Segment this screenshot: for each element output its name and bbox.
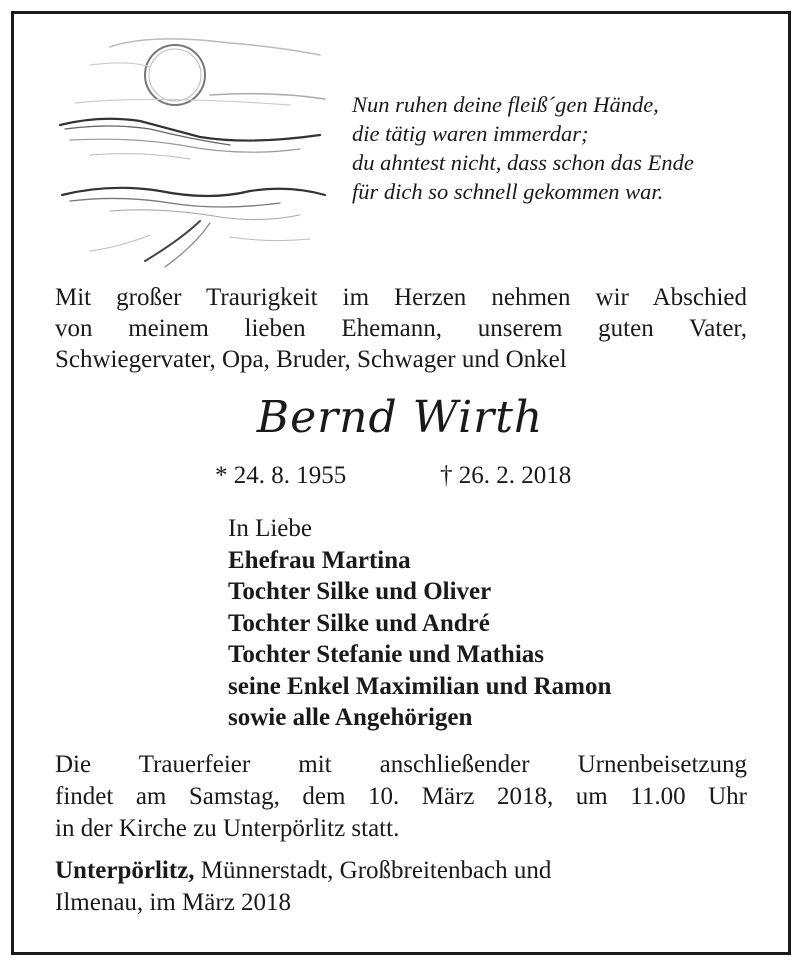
closing-places — [55, 855, 747, 919]
death-date: † 26. 2. 2018 — [440, 462, 572, 489]
closing-places-rest: Münnerstadt, Großbreitenbach und — [194, 857, 552, 884]
family-member: Tochter Silke und André — [228, 609, 490, 637]
family-member: Tochter Stefanie und Mathias — [228, 641, 545, 668]
poem — [352, 90, 694, 206]
birth-date: * 24. 8. 1955 — [215, 462, 347, 489]
intro-text — [55, 282, 747, 375]
closing-place-bold: Unterpörlitz, — [55, 857, 195, 884]
family-lead: In Liebe — [228, 515, 312, 542]
landscape-illustration — [50, 25, 340, 275]
service-line: Die Trauerfeier mit anschließender Urnenbeisetzung — [55, 751, 747, 778]
poem-line: die tätig waren immerdar; — [352, 121, 589, 146]
service-line: in der Kirche zu Unterpörlitz statt. — [55, 815, 400, 842]
poem-line: du ahntest nicht, dass schon das Ende — [352, 150, 694, 175]
family-member: seine Enkel Maximilian und Ramon — [228, 672, 612, 700]
family-member: Tochter Silke und Oliver — [228, 578, 492, 605]
family-member: Ehefrau Martina — [228, 546, 411, 574]
service-info — [55, 749, 747, 845]
family-list — [228, 513, 611, 734]
deceased-name: Bernd Wirth — [256, 392, 544, 443]
intro-line: Schwiegervater, Opa, Bruder, Schwager und Onkel — [55, 346, 567, 373]
family-member: sowie alle Angehörigen — [228, 704, 473, 731]
intro-line: von meinem lieben Ehemann, unserem guten Vater, — [55, 315, 747, 342]
intro-line: Mit großer Traurigkeit im Herzen nehmen wir Abschied — [55, 284, 747, 311]
service-line: findet am Samstag, dem 10. März 2018, um 11.00 Uhr — [55, 783, 747, 810]
closing-date-line: Ilmenau, im März 2018 — [55, 889, 292, 916]
poem-line: Nun ruhen deine fleiß´gen Hände, — [352, 92, 659, 117]
poem-line: für dich so schnell gekommen war. — [352, 179, 664, 204]
